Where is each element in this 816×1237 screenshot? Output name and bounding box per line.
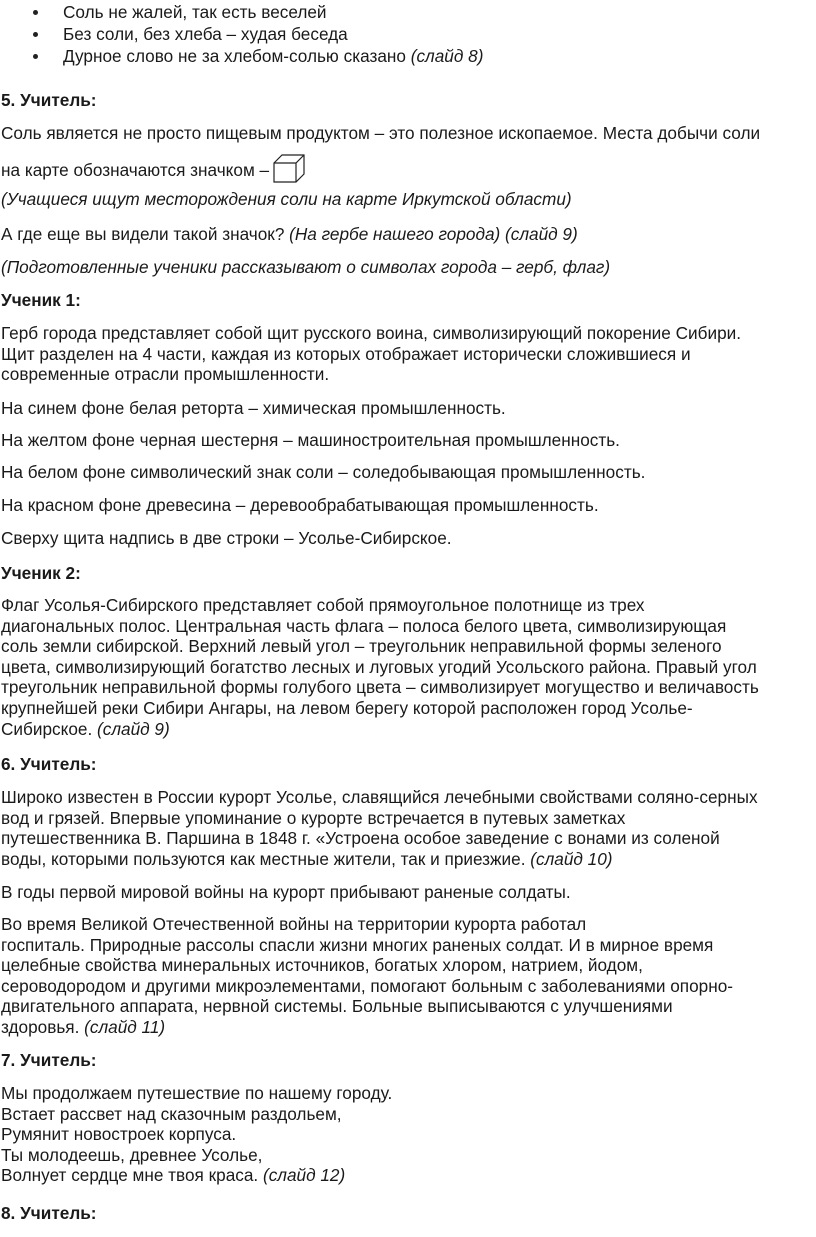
slide-note: (слайд 9) [97, 718, 170, 739]
paragraph: На желтом фоне черная шестерня – машиностроительная промышленность. [1, 430, 620, 450]
paragraph: На синем фоне белая реторта – химическая промышленность. [1, 398, 506, 418]
list-item: Без соли, без хлеба – худая беседа [0, 23, 483, 45]
paragraph: А где еще вы видели такой значок? (На гербе нашего города) (слайд 9) [1, 224, 578, 244]
section-heading: 6. Учитель: [1, 754, 97, 774]
paragraph: Во время Великой Отечественной войны на территории курорта работал госпиталь. Природные рассолы спасли жизни многих раненых солдат. И в мирное время целебные свойства минеральных источников, богатых хлором, натрием, йодом, сероводородом и другими микроэлементами, помогают больным с заболеваниями опорно- двигательного аппарата, нервной системы. Больные выписываются с улучшениями здоровья. (слайд 11) [1, 914, 733, 1037]
bullet-icon [33, 54, 38, 59]
section-heading: 7. Учитель: [1, 1050, 97, 1070]
bullet-icon [33, 32, 38, 37]
bullet-icon [33, 10, 38, 15]
section-heading: Ученик 2: [1, 563, 81, 583]
paragraph: На красном фоне древесина – деревообрабатывающая промышленность. [1, 495, 599, 515]
slide-note: (слайд 8) [410, 46, 484, 66]
paragraph: (Подготовленные ученики рассказывают о символах города – герб, флаг) [1, 257, 611, 277]
slide-note: (слайд 12) [262, 1165, 346, 1186]
slide-note: (На гербе нашего города) (слайд 9) [289, 224, 578, 244]
paragraph: Соль является не просто пищевым продуктом – это полезное ископаемое. Места добычи соли [1, 123, 761, 143]
paragraph: На белом фоне символический знак соли – соледобывающая промышленность. [1, 462, 646, 482]
paragraph: В годы первой мировой войны на курорт прибывают раненые солдаты. [1, 882, 571, 902]
slide-note: (слайд 11) [84, 1016, 166, 1037]
section-heading: 8. Учитель: [1, 1203, 97, 1223]
list-item: Дурное слово не за хлебом-солью сказано (слайд 8) [0, 45, 483, 67]
salt-deposit-symbol-icon [273, 154, 307, 191]
paragraph: (Учащиеся ищут месторождения соли на карте Иркутской области) [1, 189, 572, 209]
section-heading: Ученик 1: [1, 290, 81, 310]
section-heading: 5. Учитель: [1, 90, 97, 110]
slide-note: (слайд 10) [530, 848, 613, 869]
poem: Мы продолжаем путешествие по нашему городу. Встает рассвет над сказочным раздольем, Румянит новостроек корпуса. Ты молодеешь, древнее Усолье, Волнует сердце мне твоя краса. (слайд 12) [1, 1083, 393, 1186]
list-item: Соль не жалей, так есть веселей [0, 1, 483, 23]
paragraph: на карте обозначаются значком – [1, 154, 813, 191]
proverb-list [0, 1, 483, 67]
paragraph: Сверху щита надпись в две строки – Усолье-Сибирское. [1, 528, 452, 548]
paragraph: Широко известен в России курорт Усолье, славящийся лечебными свойствами соляно-серных вод и грязей. Впервые упоминание о курорте встречается в путевых заметках путешественника В. Паршина в 1848 г. «Устроена особое заведение с вонами из соленой воды, которыми пользуются как местные жители, так и приезжие. (слайд 10) [1, 787, 758, 869]
paragraph: Флаг Усолья-Сибирского представляет собой прямоугольное полотнище из трех диагональных полос. Центральная часть флага – полоса белого цвета, символизирующая соль земли сибирской. Верхний левый угол – треугольник неправильной формы зеленого цвета, символизирующий богатство лесных и луговых угодий Усольского района. Правый угол треугольник неправильной формы голубого цвета – символизирует могущество и величавость крупнейшей реки Сибири Ангары, на левом берегу которой расположен город Усолье- Сибирское. (слайд 9) [1, 595, 759, 739]
paragraph: Герб города представляет собой щит русского воина, символизирующий покорение Сибири. Щит разделен на 4 части, каждая из которых отображает исторически сложившиеся и современные отрасли промышленности. [1, 323, 742, 385]
